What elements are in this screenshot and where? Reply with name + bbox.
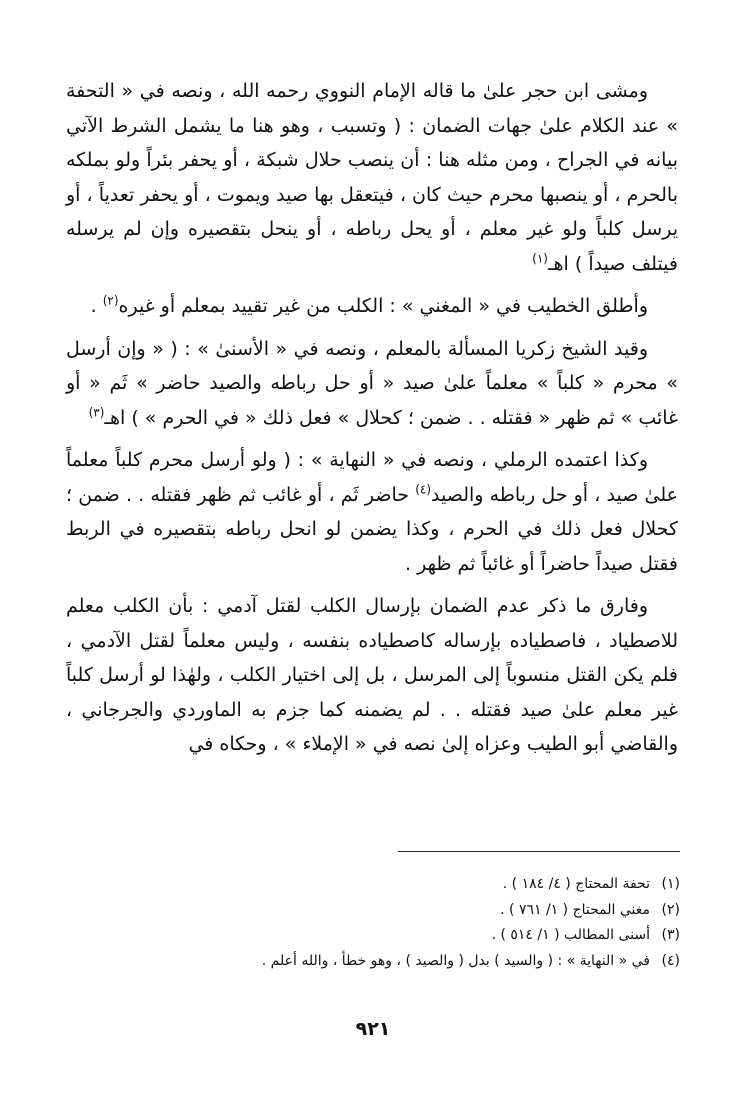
paragraph xyxy=(66,443,678,581)
footnote-reference: (١) xyxy=(532,251,548,266)
paragraph-text: وقيد الشيخ زكريا المسألة بالمعلم ، ونصه في « الأسنىٰ » : ( « وإن أرسل » محرم « كلباً » معلماً علىٰ صيد « أو حل رباطه والصيد حاضر » ثَم « أو غائب » ثم ظهر « فقتله . . ضمن ؛ كحلال » فعل ذلك « في الحرم » ) اهـ xyxy=(66,337,678,429)
footnote-number: (٢) xyxy=(661,901,680,918)
footnote-reference: (٣) xyxy=(88,405,105,420)
paragraph xyxy=(66,589,678,762)
footnote-reference: (٢) xyxy=(102,293,119,308)
paragraph xyxy=(66,289,678,324)
paragraph-text: ومشى ابن حجر علىٰ ما قاله الإمام النووي رحمه الله ، ونصه في « التحفة » عند الكلام علىٰ جهات الضمان : ( وتسبب ، وهو هنا ما يشمل الشرط الآتي بيانه في الجراح ، ومن مثله هنا : أن ينصب حلال شبكة ، أو يحفر بئراً ولو بملكه بالحرم ، أو ينصبها محرم حيث كان ، فيتعقل بها صيد ويموت ، أو يحفر تعدياً ، أو يرسل كلباً ولو غير معلم ، أو يحل رباطه ، أو ينحل بتقصيره وإن لم يرسله فيتلف صيداً ) اهـ xyxy=(66,80,678,275)
footnotes-section xyxy=(100,872,680,974)
footnote-text: تحفة المحتاج ( ٤/ ١٨٤ ) . xyxy=(502,876,650,892)
paragraph-text: وأطلق الخطيب في « المغني » : الكلب من غير تقييد بمعلم أو غيره xyxy=(118,295,648,317)
footnote-text: أسنى المطالب ( ١/ ٥١٤ ) . xyxy=(491,927,650,943)
footnote-number: (٤) xyxy=(661,952,680,969)
paragraph-text: . xyxy=(90,295,103,317)
footnote-number: (٣) xyxy=(661,927,680,943)
footnote-number: (١) xyxy=(661,876,680,892)
footnote-text: مغني المحتاج ( ١/ ٧٦١ ) . xyxy=(500,901,650,918)
paragraph-text: وكذا اعتمده الرملي ، ونصه في « النهاية » : ( ولو أرسل محرم كلباً معلماً علىٰ صيد ، أو حل رباطه والصيد xyxy=(66,449,678,506)
footnote-reference: (٤) xyxy=(415,482,432,497)
footnote xyxy=(100,949,680,975)
main-text xyxy=(66,74,678,762)
footnote xyxy=(100,898,680,924)
paragraph-text: وفارق ما ذكر عدم الضمان بإرسال الكلب لقتل آدمي : بأن الكلب معلم للاصطياد ، فاصطياده بإرساله كاصطياده بنفسه ، وليس معلماً لقتل الآدمي ، فلم يكن القتل منسوباً إلى المرسل ، بل إلى اختيار الكلب ، ولهٰذا لو أرسل كلباً غير معلم علىٰ صيد فقتله . . لم يضمنه كما جزم به الماوردي والجرجاني ، والقاضي أبو الطيب وعزاه إلىٰ نصه في « الإملاء » ، وحكاه في xyxy=(66,595,678,755)
paragraph xyxy=(66,74,678,281)
paragraph-text: حاضر ثَم ، أو غائب ثم ظهر فقتله . . ضمن ؛ كحلال فعل ذلك في الحرم ، وكذا يضمن لو انحل رباطه بتقصيره في الربط فقتل صيداً حاضراً أو غائباً ثم ظهر . xyxy=(66,483,678,575)
page-number: ٩٢١ xyxy=(355,1018,391,1040)
footnote xyxy=(100,872,680,898)
paragraph xyxy=(66,332,678,436)
footnote xyxy=(100,923,680,949)
footnote-separator xyxy=(398,851,680,852)
footnote-text: في « النهاية » : ( والسيد ) بدل ( والصيد ) ، وهو خطأ ، والله أعلم . xyxy=(261,952,650,969)
